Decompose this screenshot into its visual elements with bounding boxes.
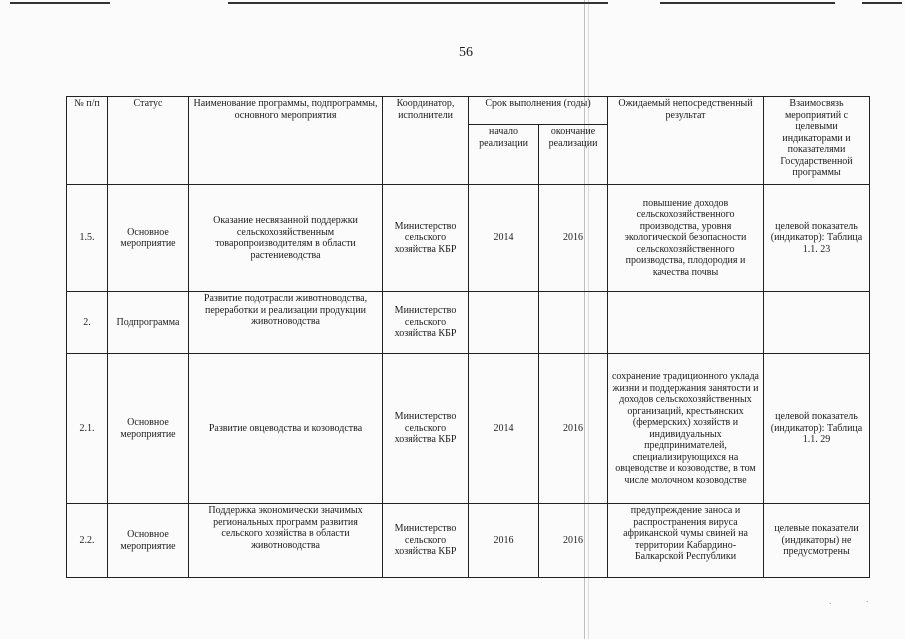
header-name: Наименование программы, подпрограммы, основного мероприятия: [189, 97, 383, 185]
scan-edge-line: [862, 2, 902, 4]
row-result: сохранение традиционного уклада жизни и поддержания занятости и доходов сельскохозяйственных организаций, крестьянских (фермерских) хозяйств и индивидуальных предпринимателей, специализирующихся на овцеводстве и козоводстве, в том числе молочном козоводстве: [608, 354, 764, 504]
table-row: [67, 504, 870, 578]
row-name: Оказание несвязанной поддержки сельскохозяйственным товаропроизводителям в области растениеводства: [189, 185, 383, 292]
header-row: [67, 97, 870, 125]
scan-edge-line: [10, 2, 110, 4]
header-coordinator: Координатор, исполнители: [383, 97, 469, 185]
row-coordinator: Министерство сельского хозяйства КБР: [383, 504, 469, 578]
header-period-start: начало реализации: [469, 125, 539, 185]
header-num: № п/п: [67, 97, 108, 185]
row-result: [608, 292, 764, 354]
row-status: Подпрограмма: [108, 292, 189, 354]
scan-edge-line: [660, 2, 835, 4]
row-num: 2.: [67, 292, 108, 354]
scan-speck: ·: [829, 600, 832, 608]
row-start: [469, 292, 539, 354]
row-start: 2014: [469, 185, 539, 292]
header-period-end: окончание реализации: [539, 125, 608, 185]
row-link: целевые показатели (индикаторы) не предусмотрены: [764, 504, 870, 578]
row-start: 2016: [469, 504, 539, 578]
row-coordinator: Министерство сельского хозяйства КБР: [383, 185, 469, 292]
table-row: [67, 185, 870, 292]
header-link: Взаимосвязь мероприятий с целевыми индикаторами и показателями Государственной программы: [764, 97, 870, 185]
row-link: целевой показатель (индикатор): Таблица 1.1. 29: [764, 354, 870, 504]
row-start: 2014: [469, 354, 539, 504]
row-status: Основное мероприятие: [108, 185, 189, 292]
header-result: Ожидаемый непосредственный результат: [608, 97, 764, 185]
row-result: предупреждение заноса и распространения вируса африканской чумы свиней на территории Кабардино-Балкарской Республики: [608, 504, 764, 578]
row-link: [764, 292, 870, 354]
row-num: 1.5.: [67, 185, 108, 292]
scan-edge-line: [228, 2, 608, 4]
table-row: [67, 354, 870, 504]
header-period: Срок выполнения (годы): [469, 97, 608, 125]
row-result: повышение доходов сельскохозяйственного производства, уровня экологической безопасности сельскохозяйственного производства, плодородия и качества почвы: [608, 185, 764, 292]
row-num: 2.1.: [67, 354, 108, 504]
row-link: целевой показатель (индикатор): Таблица 1.1. 23: [764, 185, 870, 292]
table-row: [67, 292, 870, 354]
scan-speck: ·: [866, 598, 869, 606]
row-status: Основное мероприятие: [108, 504, 189, 578]
page-number: 56: [459, 45, 473, 60]
row-coordinator: Министерство сельского хозяйства КБР: [383, 292, 469, 354]
row-status: Основное мероприятие: [108, 354, 189, 504]
row-coordinator: Министерство сельского хозяйства КБР: [383, 354, 469, 504]
row-name: Поддержка экономически значимых региональных программ развития сельского хозяйства в области животноводства: [189, 504, 383, 578]
program-table: [66, 96, 870, 578]
row-num: 2.2.: [67, 504, 108, 578]
header-status: Статус: [108, 97, 189, 185]
row-end: [539, 292, 608, 354]
row-end: 2016: [539, 185, 608, 292]
row-end: 2016: [539, 354, 608, 504]
row-name: Развитие овцеводства и козоводства: [189, 354, 383, 504]
row-end: 2016: [539, 504, 608, 578]
row-name: Развитие подотрасли животноводства, переработки и реализации продукции животноводства: [189, 292, 383, 354]
